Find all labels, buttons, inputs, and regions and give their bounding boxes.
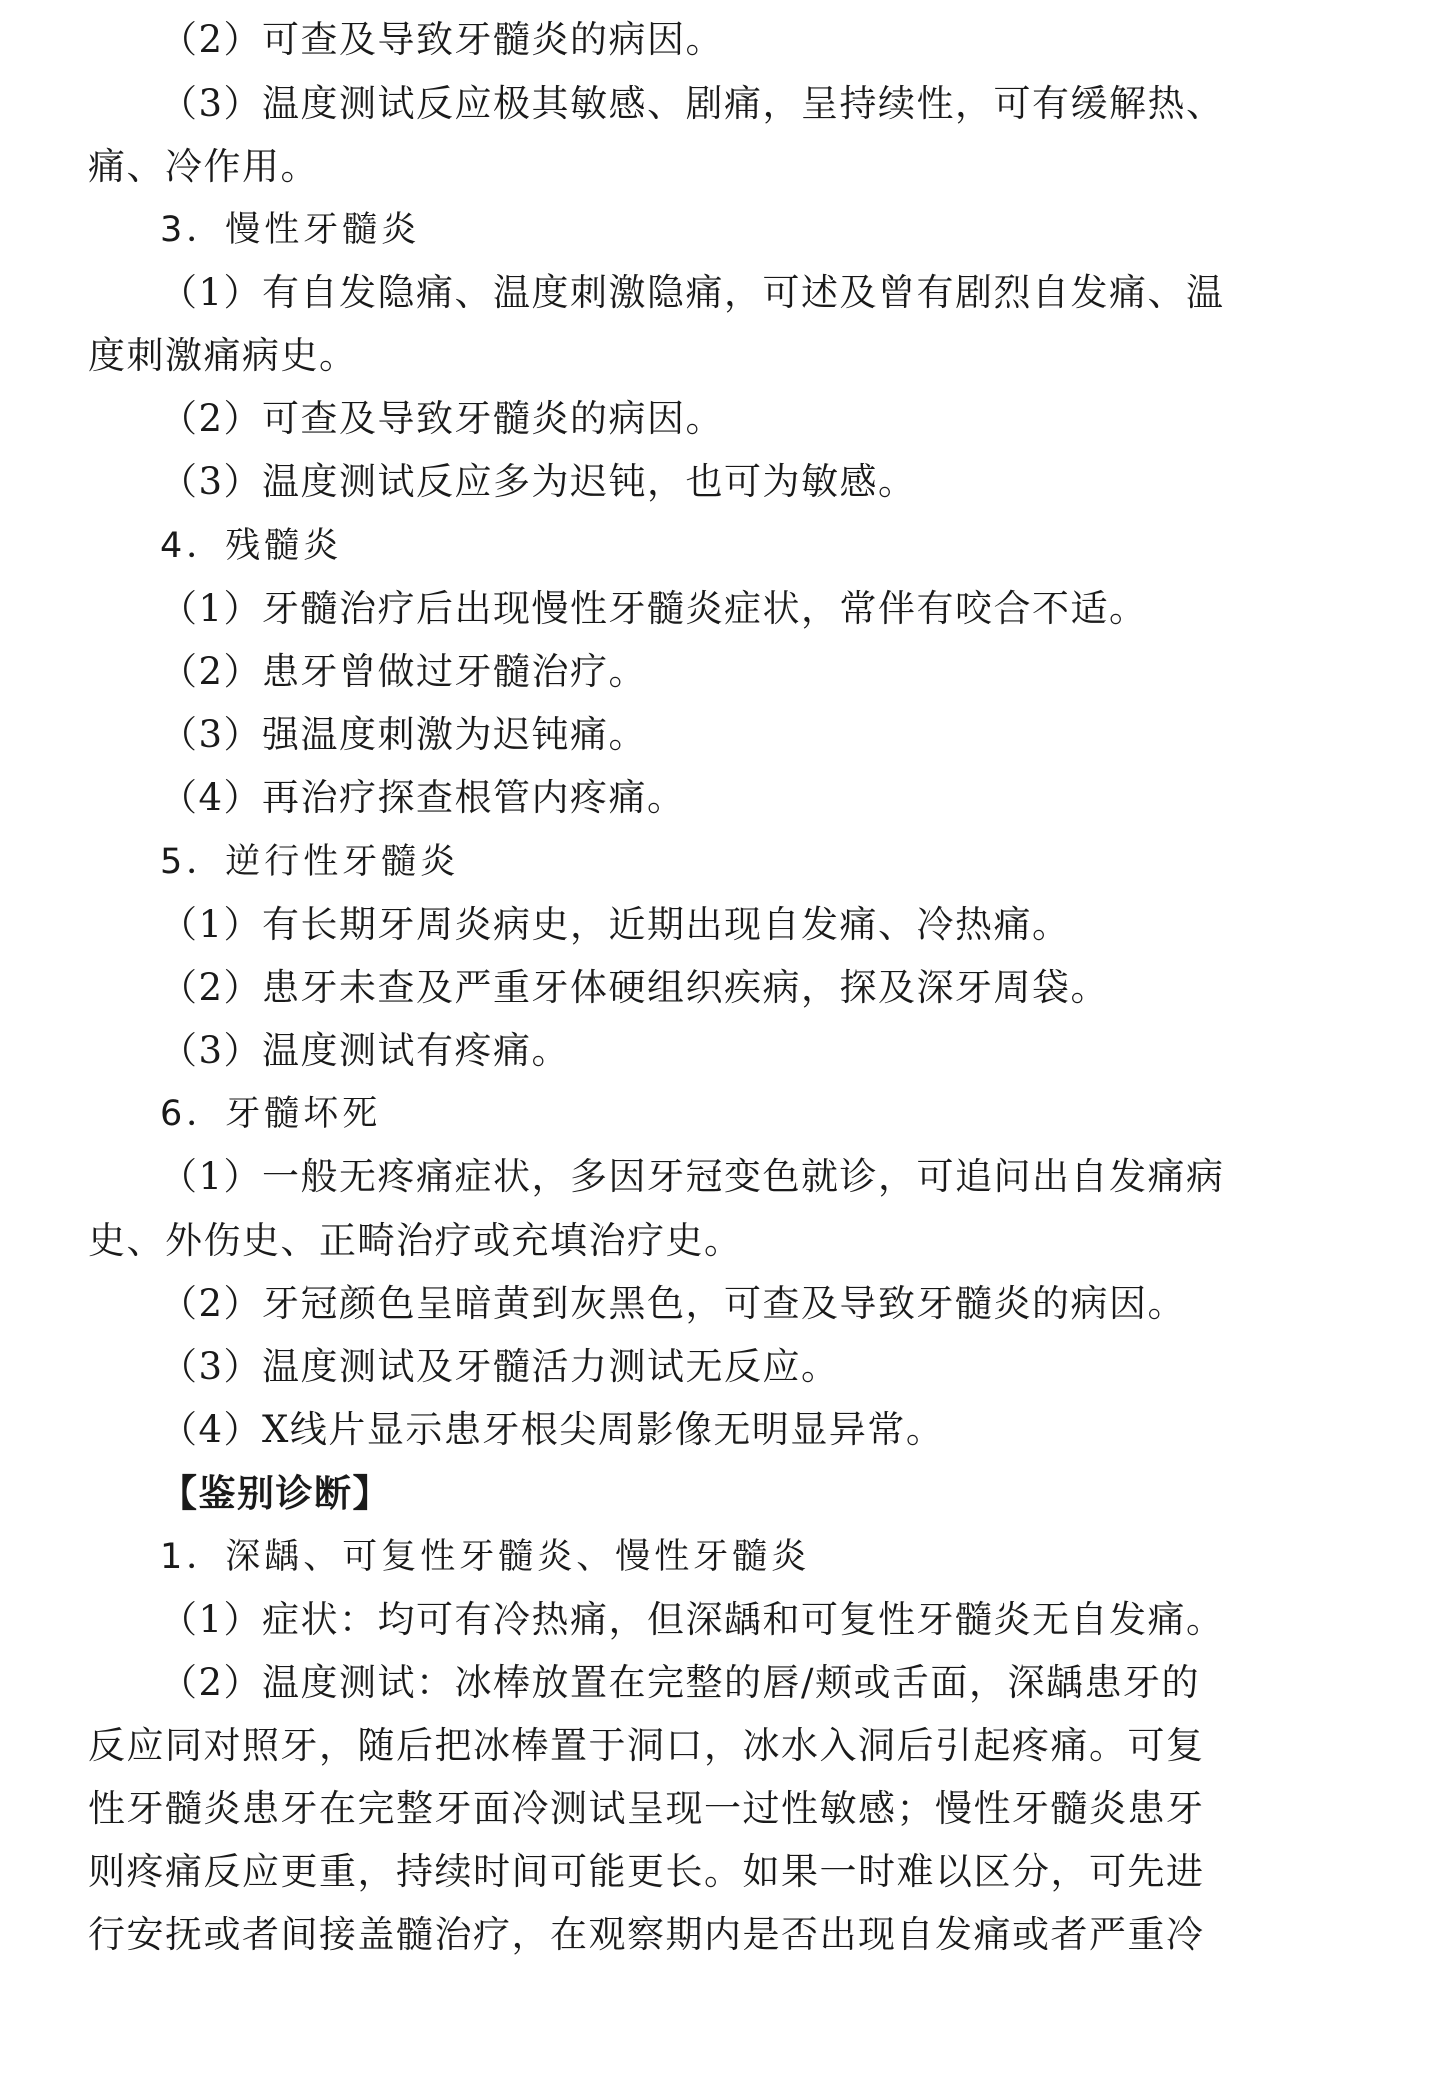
text-line: （2）可查及导致牙髓炎的病因。 — [160, 18, 725, 61]
text-line: （3）温度测试反应极其敏感、剧痛，呈持续性，可有缓解热、 — [160, 82, 1225, 125]
subsection-heading: 1．深龋、可复性牙髓炎、慢性牙髓炎 — [160, 1537, 811, 1577]
text-line: （1）有自发隐痛、温度刺激隐痛，可述及曾有剧烈自发痛、温 — [160, 271, 1225, 314]
subsection-heading: 6．牙髓坏死 — [160, 1094, 382, 1134]
section-heading: 【鉴别诊断】 — [160, 1472, 391, 1515]
subsection-heading: 5．逆行性牙髓炎 — [160, 842, 460, 882]
text-line: （3）温度测试有疼痛。 — [160, 1029, 571, 1072]
text-line: （2）可查及导致牙髓炎的病因。 — [160, 397, 725, 440]
text-line: （3）温度测试及牙髓活力测试无反应。 — [160, 1345, 840, 1388]
text-line: （2）温度测试：冰棒放置在完整的唇/颊或舌面，深龋患牙的 — [160, 1661, 1201, 1704]
text-line: 行安抚或者间接盖髓治疗，在观察期内是否出现自发痛或者严重冷 — [88, 1913, 1205, 1956]
text-line: 度刺激痛病史。 — [88, 334, 358, 377]
text-line: （2）患牙未查及严重牙体硬组织疾病，探及深牙周袋。 — [160, 966, 1110, 1009]
text-line: （1）牙髓治疗后出现慢性牙髓炎症状，常伴有咬合不适。 — [160, 587, 1148, 630]
text-line: （1）一般无疼痛症状，多因牙冠变色就诊，可追问出自发痛病 — [160, 1155, 1225, 1198]
text-line: 史、外伤史、正畸治疗或充填治疗史。 — [88, 1219, 743, 1262]
subsection-heading: 4．残髓炎 — [160, 526, 343, 566]
text-line: 则疼痛反应更重，持续时间可能更长。如果一时难以区分，可先进 — [88, 1850, 1205, 1893]
subsection-heading: 3．慢性牙髓炎 — [160, 210, 421, 250]
text-line: （2）患牙曾做过牙髓治疗。 — [160, 650, 648, 693]
text-line: 性牙髓炎患牙在完整牙面冷测试呈现一过性敏感；慢性牙髓炎患牙 — [88, 1787, 1205, 1830]
text-line: （4）X线片显示患牙根尖周影像无明显异常。 — [160, 1408, 945, 1451]
text-line: （3）强温度刺激为迟钝痛。 — [160, 713, 648, 756]
text-line: （1）症状：均可有冷热痛，但深龋和可复性牙髓炎无自发痛。 — [160, 1598, 1225, 1641]
text-line: 痛、冷作用。 — [88, 145, 319, 188]
text-line: （3）温度测试反应多为迟钝，也可为敏感。 — [160, 460, 917, 503]
text-line: （4）再治疗探查根管内疼痛。 — [160, 776, 686, 819]
text-line: 反应同对照牙，随后把冰棒置于洞口，冰水入洞后引起疼痛。可复 — [88, 1724, 1205, 1767]
text-line: （2）牙冠颜色呈暗黄到灰黑色，可查及导致牙髓炎的病因。 — [160, 1282, 1187, 1325]
text-line: （1）有长期牙周炎病史，近期出现自发痛、冷热痛。 — [160, 903, 1071, 946]
